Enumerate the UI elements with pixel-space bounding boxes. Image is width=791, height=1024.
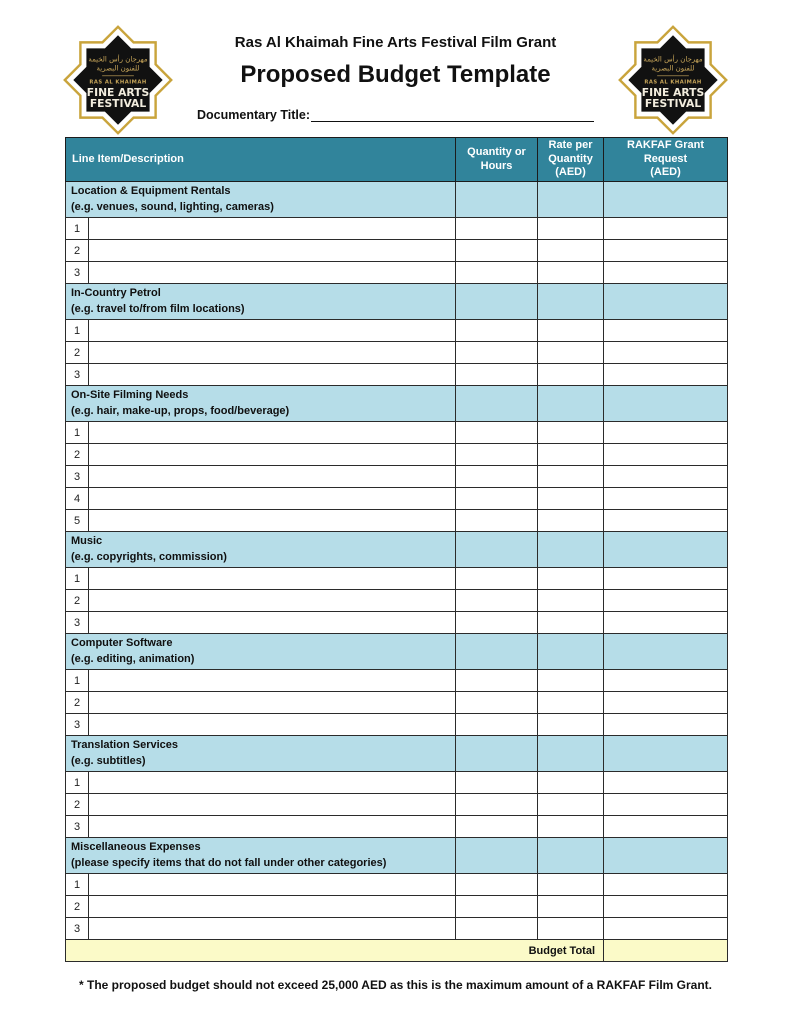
row-number: 1 bbox=[66, 568, 89, 590]
quantity-input-cell[interactable] bbox=[456, 240, 538, 262]
quantity-input-cell[interactable] bbox=[456, 568, 538, 590]
category-rate-cell bbox=[538, 736, 604, 772]
line-item-row bbox=[66, 612, 728, 634]
category-quantity-cell bbox=[456, 838, 538, 874]
quantity-input-cell[interactable] bbox=[456, 918, 538, 940]
row-number: 3 bbox=[66, 918, 89, 940]
line-item-row bbox=[66, 772, 728, 794]
category-quantity-cell bbox=[456, 182, 538, 218]
rate-input-cell[interactable] bbox=[538, 218, 604, 240]
quantity-input-cell[interactable] bbox=[456, 320, 538, 342]
category-subtitle: (e.g. editing, animation) bbox=[71, 652, 195, 665]
budget-total-value-cell[interactable] bbox=[604, 940, 728, 962]
line-item-row bbox=[66, 422, 728, 444]
row-number: 3 bbox=[66, 816, 89, 838]
row-number: 2 bbox=[66, 692, 89, 714]
category-label-cell bbox=[66, 182, 456, 218]
rate-input-cell[interactable] bbox=[538, 772, 604, 794]
category-row bbox=[66, 838, 728, 874]
category-title: Computer Software bbox=[71, 636, 173, 649]
row-number: 3 bbox=[66, 364, 89, 386]
logo-name-line2: FESTIVAL bbox=[644, 97, 702, 111]
description-input-cell[interactable] bbox=[89, 714, 456, 736]
grant-input-cell[interactable] bbox=[604, 444, 728, 466]
category-grant-cell bbox=[604, 284, 728, 320]
description-input-cell[interactable] bbox=[89, 874, 456, 896]
grant-input-cell[interactable] bbox=[604, 612, 728, 634]
line-item-row bbox=[66, 218, 728, 240]
row-number: 2 bbox=[66, 896, 89, 918]
description-input-cell[interactable] bbox=[89, 794, 456, 816]
category-label-cell bbox=[66, 284, 456, 320]
category-row bbox=[66, 386, 728, 422]
quantity-input-cell[interactable] bbox=[456, 874, 538, 896]
rate-input-cell[interactable] bbox=[538, 488, 604, 510]
category-row bbox=[66, 182, 728, 218]
quantity-input-cell[interactable] bbox=[456, 466, 538, 488]
category-subtitle: (please specify items that do not fall under other categories) bbox=[71, 856, 387, 869]
row-number: 3 bbox=[66, 714, 89, 736]
category-rate-cell bbox=[538, 838, 604, 874]
quantity-input-cell[interactable] bbox=[456, 342, 538, 364]
category-title: Miscellaneous Expenses bbox=[71, 840, 201, 853]
rate-input-cell[interactable] bbox=[538, 444, 604, 466]
line-item-row bbox=[66, 488, 728, 510]
budget-limit-note: * The proposed budget should not exceed 25,000 AED as this is the maximum amount of a RAKFAF Film Grant. bbox=[79, 978, 712, 992]
column-header-line-item: Line Item/Description bbox=[66, 138, 456, 182]
grant-input-cell[interactable] bbox=[604, 218, 728, 240]
category-rate-cell bbox=[538, 386, 604, 422]
category-label-cell bbox=[66, 736, 456, 772]
row-number: 2 bbox=[66, 444, 89, 466]
document-header bbox=[180, 34, 611, 122]
budget-total-label: Budget Total bbox=[66, 940, 604, 962]
logo-name-line2: FESTIVAL bbox=[89, 97, 147, 111]
category-quantity-cell bbox=[456, 634, 538, 670]
row-number: 1 bbox=[66, 218, 89, 240]
rate-input-cell[interactable] bbox=[538, 612, 604, 634]
line-item-row bbox=[66, 364, 728, 386]
category-grant-cell bbox=[604, 736, 728, 772]
line-item-row bbox=[66, 444, 728, 466]
category-grant-cell bbox=[604, 634, 728, 670]
budget-table-body bbox=[66, 182, 728, 962]
description-input-cell[interactable] bbox=[89, 590, 456, 612]
quantity-input-cell[interactable] bbox=[456, 794, 538, 816]
quantity-input-cell[interactable] bbox=[456, 590, 538, 612]
row-number: 1 bbox=[66, 422, 89, 444]
row-number: 3 bbox=[66, 466, 89, 488]
quantity-input-cell[interactable] bbox=[456, 896, 538, 918]
documentary-title-label: Documentary Title: bbox=[197, 108, 310, 122]
category-rate-cell bbox=[538, 532, 604, 568]
eight-point-star-logo-icon bbox=[617, 24, 729, 136]
row-number: 1 bbox=[66, 772, 89, 794]
quantity-input-cell[interactable] bbox=[456, 218, 538, 240]
category-subtitle: (e.g. travel to/from film locations) bbox=[71, 302, 245, 315]
line-item-row bbox=[66, 794, 728, 816]
category-rate-cell bbox=[538, 182, 604, 218]
grant-input-cell[interactable] bbox=[604, 422, 728, 444]
logo-name-small: RAS AL KHAIMAH bbox=[644, 79, 702, 86]
grant-input-cell[interactable] bbox=[604, 772, 728, 794]
column-header-quantity: Quantity or Hours bbox=[456, 138, 538, 182]
grant-input-cell[interactable] bbox=[604, 794, 728, 816]
grant-input-cell[interactable] bbox=[604, 670, 728, 692]
rate-input-cell[interactable] bbox=[538, 794, 604, 816]
line-item-row bbox=[66, 918, 728, 940]
description-input-cell[interactable] bbox=[89, 364, 456, 386]
description-input-cell[interactable] bbox=[89, 896, 456, 918]
description-input-cell[interactable] bbox=[89, 240, 456, 262]
logo-arabic-line2: للفنون البصرية bbox=[651, 64, 695, 73]
line-item-row bbox=[66, 568, 728, 590]
description-input-cell[interactable] bbox=[89, 444, 456, 466]
category-title: In-Country Petrol bbox=[71, 286, 161, 299]
quantity-input-cell[interactable] bbox=[456, 510, 538, 532]
rakfaf-festival-logo-right bbox=[617, 24, 729, 136]
line-item-row bbox=[66, 896, 728, 918]
line-item-row bbox=[66, 262, 728, 284]
category-rate-cell bbox=[538, 284, 604, 320]
column-header-grant: RAKFAF Grant Request (AED) bbox=[604, 138, 728, 182]
category-quantity-cell bbox=[456, 284, 538, 320]
quantity-input-cell[interactable] bbox=[456, 262, 538, 284]
rate-input-cell[interactable] bbox=[538, 816, 604, 838]
description-input-cell[interactable] bbox=[89, 422, 456, 444]
budget-table bbox=[65, 137, 728, 962]
category-row bbox=[66, 736, 728, 772]
category-title: Music bbox=[71, 534, 103, 547]
category-label-cell bbox=[66, 838, 456, 874]
rate-input-cell[interactable] bbox=[538, 918, 604, 940]
row-number: 1 bbox=[66, 320, 89, 342]
description-input-cell[interactable] bbox=[89, 670, 456, 692]
line-item-row bbox=[66, 874, 728, 896]
category-label-cell bbox=[66, 386, 456, 422]
line-item-row bbox=[66, 816, 728, 838]
grant-input-cell[interactable] bbox=[604, 262, 728, 284]
grant-input-cell[interactable] bbox=[604, 568, 728, 590]
quantity-input-cell[interactable] bbox=[456, 714, 538, 736]
row-number: 4 bbox=[66, 488, 89, 510]
line-item-row bbox=[66, 590, 728, 612]
rate-input-cell[interactable] bbox=[538, 714, 604, 736]
line-item-row bbox=[66, 714, 728, 736]
category-label-cell bbox=[66, 532, 456, 568]
description-input-cell[interactable] bbox=[89, 612, 456, 634]
line-item-row bbox=[66, 320, 728, 342]
rakfaf-festival-logo-left bbox=[62, 24, 174, 136]
category-grant-cell bbox=[604, 386, 728, 422]
description-input-cell[interactable] bbox=[89, 772, 456, 794]
category-title: Translation Services bbox=[71, 738, 178, 751]
quantity-input-cell[interactable] bbox=[456, 670, 538, 692]
grant-input-cell[interactable] bbox=[604, 320, 728, 342]
grant-input-cell[interactable] bbox=[604, 816, 728, 838]
quantity-input-cell[interactable] bbox=[456, 364, 538, 386]
row-number: 3 bbox=[66, 262, 89, 284]
logo-arabic-line1: مهرجان رأس الخيمة bbox=[643, 55, 703, 64]
category-subtitle: (e.g. hair, make-up, props, food/beverage) bbox=[71, 404, 290, 417]
rate-input-cell[interactable] bbox=[538, 364, 604, 386]
row-number: 3 bbox=[66, 612, 89, 634]
category-rate-cell bbox=[538, 634, 604, 670]
quantity-input-cell[interactable] bbox=[456, 444, 538, 466]
description-input-cell[interactable] bbox=[89, 692, 456, 714]
quantity-input-cell[interactable] bbox=[456, 422, 538, 444]
category-grant-cell bbox=[604, 182, 728, 218]
category-subtitle: (e.g. copyrights, commission) bbox=[71, 550, 227, 563]
category-grant-cell bbox=[604, 838, 728, 874]
description-input-cell[interactable] bbox=[89, 466, 456, 488]
row-number: 1 bbox=[66, 874, 89, 896]
grant-input-cell[interactable] bbox=[604, 874, 728, 896]
quantity-input-cell[interactable] bbox=[456, 772, 538, 794]
category-row bbox=[66, 532, 728, 568]
description-input-cell[interactable] bbox=[89, 262, 456, 284]
quantity-input-cell[interactable] bbox=[456, 692, 538, 714]
logo-name-line1: FINE ARTS bbox=[86, 85, 150, 99]
line-item-row bbox=[66, 692, 728, 714]
category-title: On-Site Filming Needs bbox=[71, 388, 189, 401]
grant-input-cell[interactable] bbox=[604, 714, 728, 736]
documentary-title-input[interactable] bbox=[311, 107, 594, 122]
rate-input-cell[interactable] bbox=[538, 240, 604, 262]
budget-table-header bbox=[66, 138, 728, 182]
category-label-cell bbox=[66, 634, 456, 670]
rate-input-cell[interactable] bbox=[538, 896, 604, 918]
grant-program-title: Ras Al Khaimah Fine Arts Festival Film Grant bbox=[234, 34, 557, 51]
rate-input-cell[interactable] bbox=[538, 568, 604, 590]
row-number: 2 bbox=[66, 590, 89, 612]
row-number: 5 bbox=[66, 510, 89, 532]
grant-input-cell[interactable] bbox=[604, 896, 728, 918]
logo-name-line1: FINE ARTS bbox=[641, 85, 705, 99]
column-header-row bbox=[66, 138, 728, 182]
line-item-row bbox=[66, 466, 728, 488]
column-header-rate: Rate per Quantity (AED) bbox=[538, 138, 604, 182]
description-input-cell[interactable] bbox=[89, 510, 456, 532]
grant-input-cell[interactable] bbox=[604, 466, 728, 488]
page-title: Proposed Budget Template bbox=[240, 61, 551, 88]
budget-total-row bbox=[66, 940, 728, 962]
description-input-cell[interactable] bbox=[89, 342, 456, 364]
rate-input-cell[interactable] bbox=[538, 590, 604, 612]
description-input-cell[interactable] bbox=[89, 488, 456, 510]
description-input-cell[interactable] bbox=[89, 816, 456, 838]
description-input-cell[interactable] bbox=[89, 918, 456, 940]
rate-input-cell[interactable] bbox=[538, 510, 604, 532]
rate-input-cell[interactable] bbox=[538, 320, 604, 342]
rate-input-cell[interactable] bbox=[538, 466, 604, 488]
row-number: 2 bbox=[66, 794, 89, 816]
line-item-row bbox=[66, 670, 728, 692]
quantity-input-cell[interactable] bbox=[456, 488, 538, 510]
grant-input-cell[interactable] bbox=[604, 240, 728, 262]
grant-input-cell[interactable] bbox=[604, 488, 728, 510]
category-quantity-cell bbox=[456, 532, 538, 568]
row-number: 2 bbox=[66, 342, 89, 364]
category-row bbox=[66, 284, 728, 320]
description-input-cell[interactable] bbox=[89, 568, 456, 590]
description-input-cell[interactable] bbox=[89, 320, 456, 342]
grant-input-cell[interactable] bbox=[604, 590, 728, 612]
category-quantity-cell bbox=[456, 386, 538, 422]
row-number: 1 bbox=[66, 670, 89, 692]
line-item-row bbox=[66, 510, 728, 532]
logo-name-small: RAS AL KHAIMAH bbox=[89, 79, 147, 86]
line-item-row bbox=[66, 240, 728, 262]
category-subtitle: (e.g. venues, sound, lighting, cameras) bbox=[71, 200, 274, 213]
quantity-input-cell[interactable] bbox=[456, 612, 538, 634]
category-subtitle: (e.g. subtitles) bbox=[71, 754, 146, 767]
documentary-title-row bbox=[180, 107, 611, 122]
category-title: Location & Equipment Rentals bbox=[71, 184, 231, 197]
logo-arabic-line1: مهرجان رأس الخيمة bbox=[88, 55, 148, 64]
rate-input-cell[interactable] bbox=[538, 670, 604, 692]
grant-input-cell[interactable] bbox=[604, 510, 728, 532]
logo-arabic-line2: للفنون البصرية bbox=[96, 64, 140, 73]
grant-input-cell[interactable] bbox=[604, 918, 728, 940]
category-grant-cell bbox=[604, 532, 728, 568]
rate-input-cell[interactable] bbox=[538, 692, 604, 714]
eight-point-star-logo-icon bbox=[62, 24, 174, 136]
rate-input-cell[interactable] bbox=[538, 874, 604, 896]
category-row bbox=[66, 634, 728, 670]
grant-input-cell[interactable] bbox=[604, 692, 728, 714]
category-quantity-cell bbox=[456, 736, 538, 772]
rate-input-cell[interactable] bbox=[538, 342, 604, 364]
quantity-input-cell[interactable] bbox=[456, 816, 538, 838]
row-number: 2 bbox=[66, 240, 89, 262]
description-input-cell[interactable] bbox=[89, 218, 456, 240]
line-item-row bbox=[66, 342, 728, 364]
grant-input-cell[interactable] bbox=[604, 364, 728, 386]
grant-input-cell[interactable] bbox=[604, 342, 728, 364]
rate-input-cell[interactable] bbox=[538, 422, 604, 444]
rate-input-cell[interactable] bbox=[538, 262, 604, 284]
